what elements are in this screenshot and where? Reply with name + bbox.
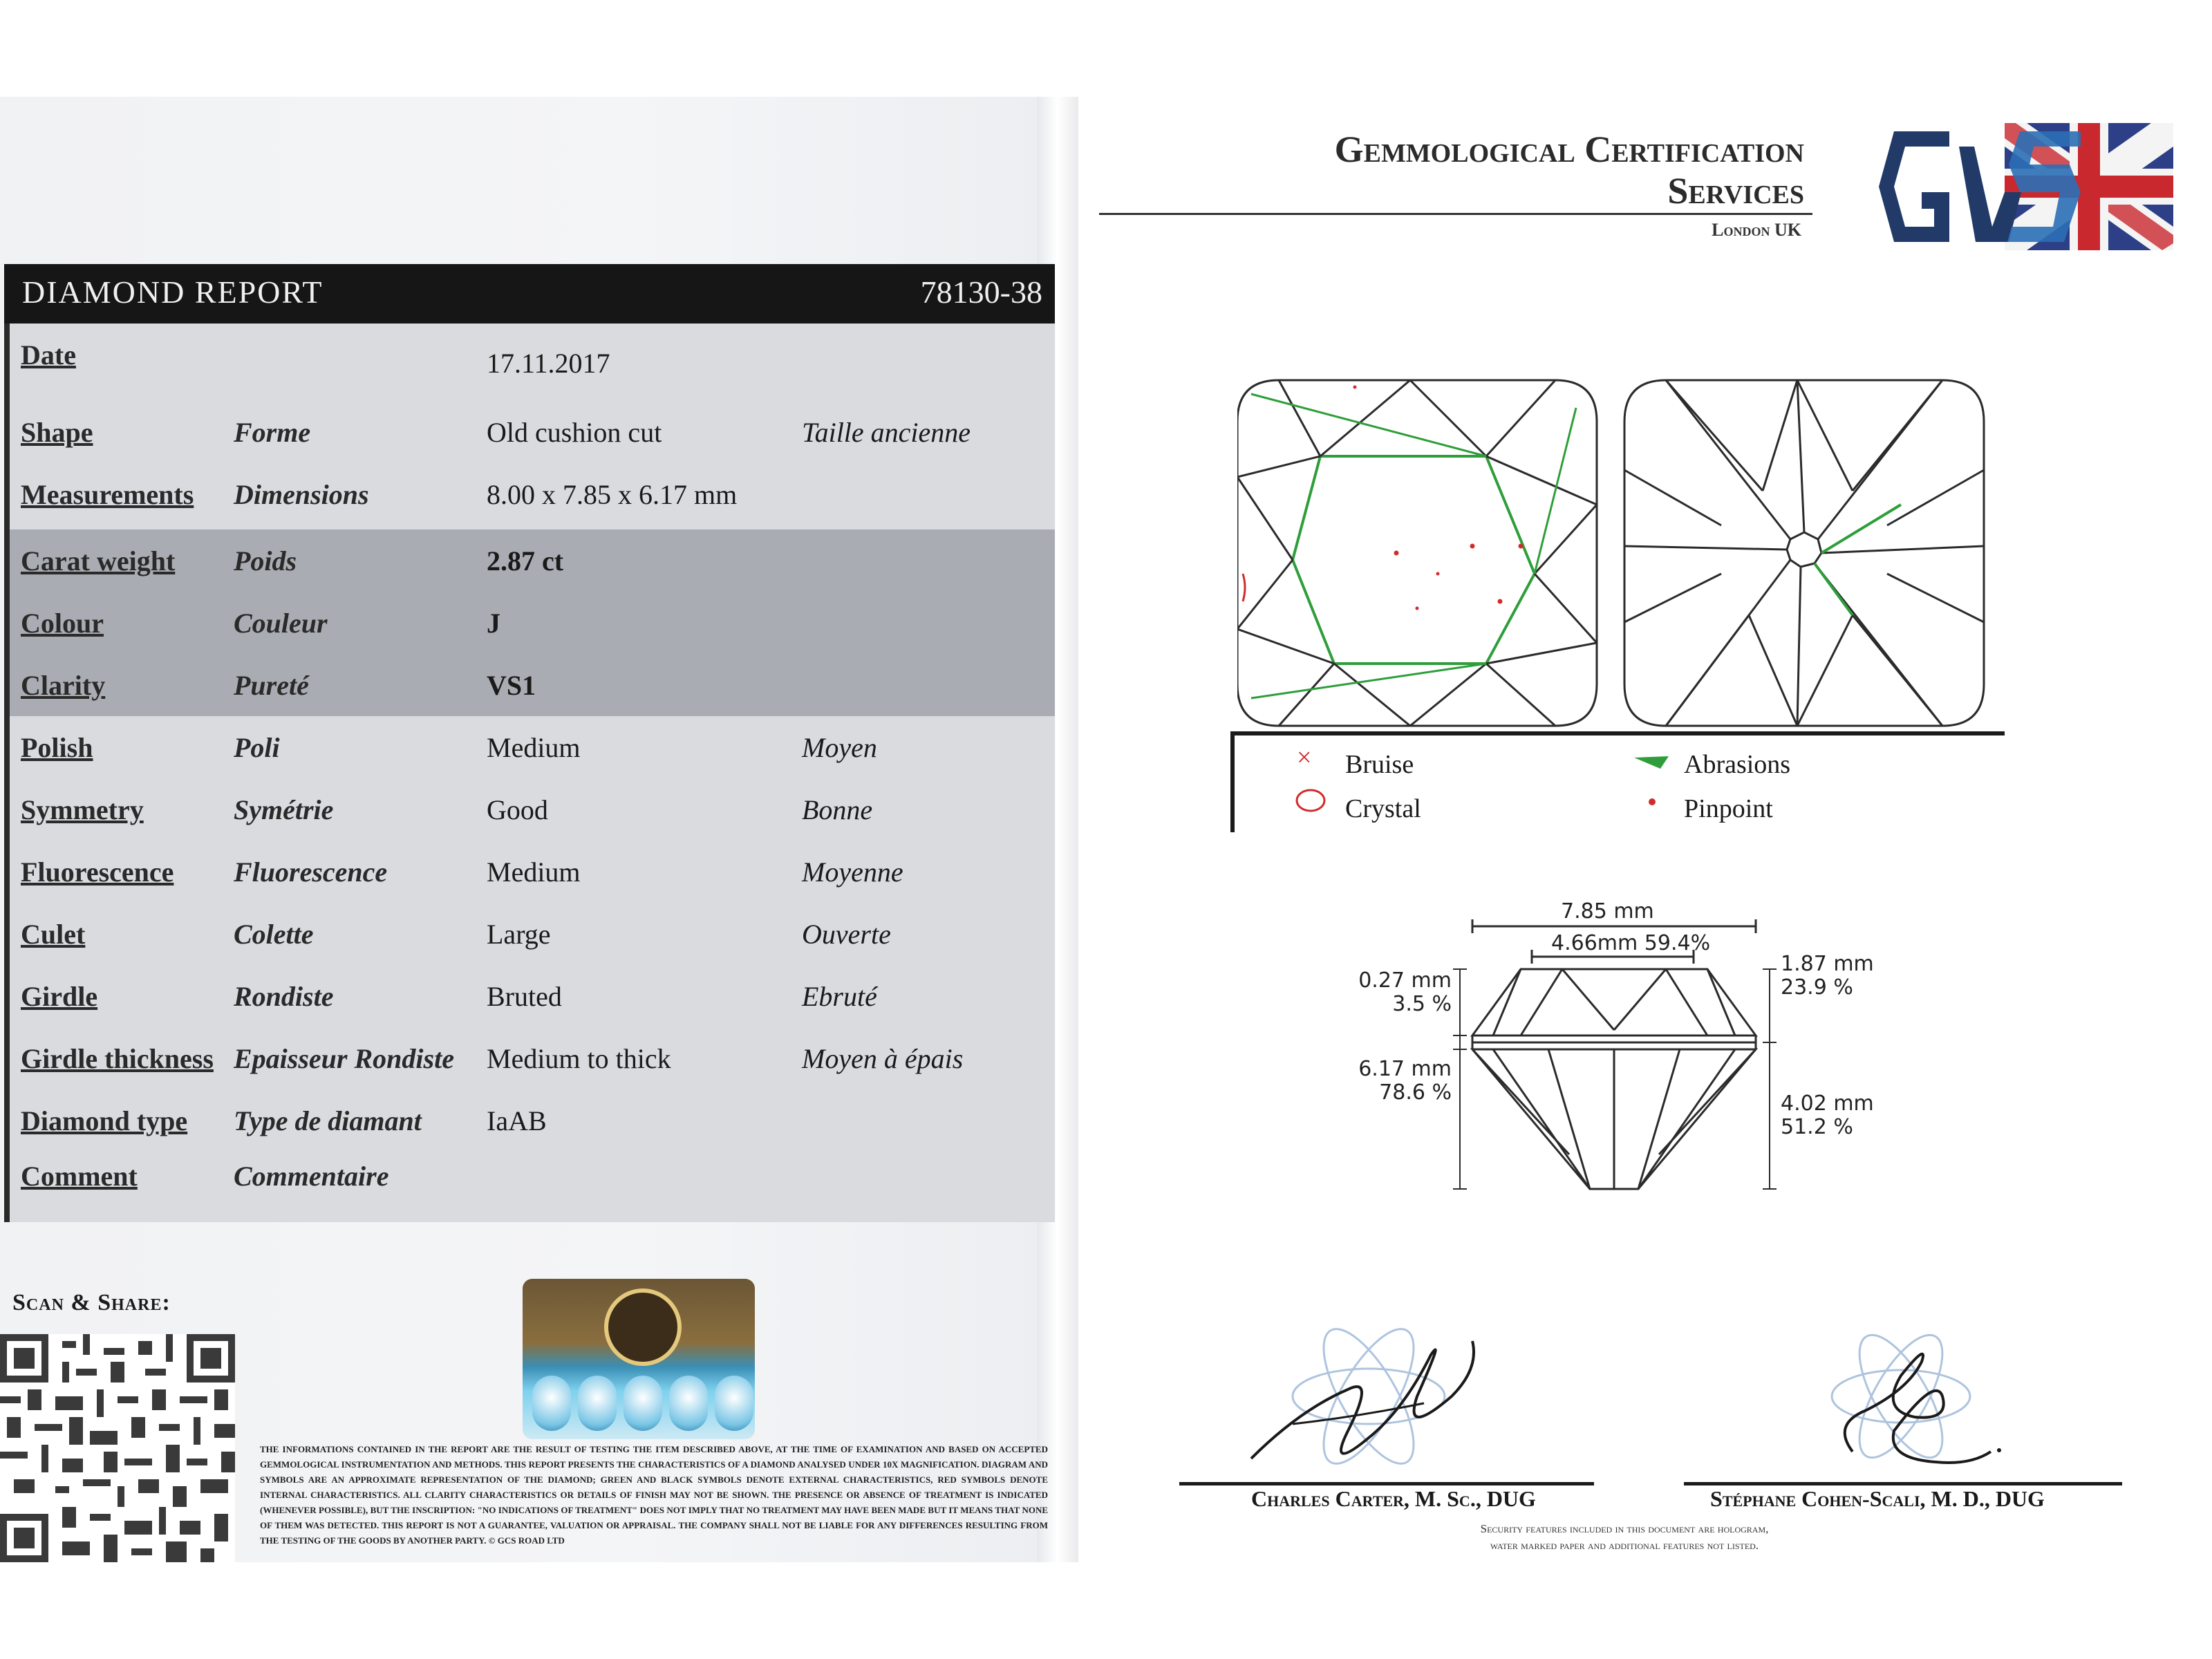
row-label-fr: Symétrie [234, 794, 334, 825]
row-label: Carat weight [21, 545, 176, 577]
row-label-fr: Colette [234, 919, 314, 950]
brand-location: London UK [1712, 220, 1801, 240]
row-value: VS1 [487, 670, 536, 701]
row-label: Clarity [21, 670, 106, 701]
row-label: Comment [21, 1161, 138, 1192]
row-label: Symmetry [21, 794, 144, 825]
disclaimer-text: THE INFORMATIONS CONTAINED IN THE REPORT ARE THE RESULT OF TESTING THE ITEM DESCRIBED ABOVE, AT THE TIME OF EXAMINATION AND BASED ON ACCEPTED GEMMOLOGICAL INSTRUMENTATION AND METHODS. THIS REPORT PRESENTS THE CHARACTERISTICS OF A DIAMOND ANALYSED UNDER 10X MAGNIFICATION. DIAGRAM AND SYMBOLS ARE AN APPROXIMATE REPRESENTATION OF THE DIAMOND; GREEN AND BLACK SYMBOLS DENOTE EXTERNAL CHARACTERISTICS, RED SYMBOLS DENOTE INTERNAL CHARACTERISTICS. ALL CLARITY CHARACTERISTICS OR DETAILS OF FINISH MAY NOT BE SHOWN. THE PRESENCE OR ABSENCE OF TREATMENT IS INDICATED (WHENEVER POSSIBLE), BUT THE INSCRIPTION: "NO INDICATIONS OF TREATMENT" DOES NOT IMPLY THAT NO TREATMENT MAY HAVE BEEN MADE BUT IT MEANS THAT NONE OF THEM WAS DETECTED. THIS REPORT IS NOT A GUARANTEE, VALUATION OR APPRAISAL. THE COMPANY SHALL NOT BE LIABLE FOR ANY DIFFERENCES RESULTING FROM THE TESTING OF THE GOODS BY ANOTHER PARTY. © GCS ROAD LTD [260, 1444, 1048, 1546]
table-row-girdle-thickness [10, 1027, 1055, 1089]
row-label-fr: Forme [234, 417, 311, 448]
row-label: Culet [21, 919, 86, 950]
row-value: Medium [487, 856, 581, 888]
report-table [10, 324, 1055, 1222]
row-value: 2.87 ct [487, 545, 564, 577]
row-value-fr: Moyenne [802, 856, 903, 888]
legend-pinpoint: Pinpoint [1684, 794, 1773, 823]
hologram-bubble [624, 1376, 662, 1431]
pavilion-view-diagram [1624, 380, 1984, 726]
table-row-colour [10, 592, 1055, 654]
row-label: Polish [21, 732, 93, 763]
row-value: Medium to thick [487, 1043, 671, 1074]
security-line-2: water marked paper and additional features not listed. [1490, 1539, 1759, 1552]
profile-depth-mm: 6.17 mm [1358, 1057, 1452, 1081]
row-label-fr: Rondiste [234, 981, 334, 1012]
row-value: 17.11.2017 [487, 348, 610, 379]
row-label-fr: Commentaire [234, 1161, 389, 1192]
bruise-icon: × [1297, 743, 1312, 772]
report-title: DIAMOND REPORT [22, 274, 324, 310]
table-row-polish [10, 716, 1055, 778]
signature-2 [1811, 1313, 2018, 1479]
hologram-seal-icon [604, 1288, 682, 1366]
row-value-fr: Moyen à épais [802, 1043, 964, 1074]
row-label-fr: Type de diamant [234, 1105, 422, 1136]
table-row-date [10, 324, 1055, 386]
legend-abrasions: Abrasions [1684, 750, 1791, 779]
abrasions-icon [1633, 755, 1671, 771]
brand-line-1: Gemmological Certification [1334, 129, 1804, 170]
table-row-diamond-type [10, 1089, 1055, 1152]
hologram-bubble [715, 1376, 753, 1431]
profile-depth-pct: 78.6 % [1379, 1080, 1452, 1105]
legend-box [1230, 731, 2005, 832]
row-value-fr: Ebruté [802, 981, 877, 1012]
table-left-border [4, 324, 10, 1222]
pinpoint-icon [1647, 796, 1658, 807]
scan-share-label: Scan & Share: [12, 1290, 171, 1315]
row-value-fr: Moyen [802, 732, 877, 763]
table-row-girdle [10, 965, 1055, 1027]
row-label: Colour [21, 608, 104, 639]
table-row-measurements [10, 463, 1055, 525]
row-label-fr: Couleur [234, 608, 328, 639]
security-note [1382, 1521, 1866, 1554]
row-value: IaAB [487, 1105, 547, 1136]
table-row-shape [10, 401, 1055, 463]
row-value: Good [487, 794, 548, 825]
table-row-fluorescence [10, 841, 1055, 903]
table-row-carat [10, 529, 1055, 592]
legend-crystal: Crystal [1345, 794, 1421, 823]
row-label: Fluorescence [21, 856, 174, 888]
gcs-logo-icon [1873, 123, 2173, 250]
profile-girdle-mm: 0.27 mm [1358, 968, 1452, 993]
signature-1 [1244, 1313, 1493, 1479]
signer-1-name: Charles Carter, M. Sc., DUG [1251, 1486, 1536, 1511]
table-row-symmetry [10, 778, 1055, 841]
profile-crown-pct: 23.9 % [1781, 975, 1853, 1000]
hologram-bubble [532, 1376, 571, 1431]
row-label-fr: Dimensions [234, 479, 369, 510]
brand-name [1175, 129, 1804, 212]
brand-rule [1099, 213, 1812, 215]
profile-pavilion-pct: 51.2 % [1781, 1115, 1853, 1139]
row-value: Medium [487, 732, 581, 763]
profile-pavilion-mm: 4.02 mm [1781, 1091, 1874, 1116]
profile-table: 4.66mm 59.4% [1551, 931, 1711, 955]
row-value-fr: Bonne [802, 794, 873, 825]
hologram-bubble [669, 1376, 708, 1431]
row-value: 8.00 x 7.85 x 6.17 mm [487, 479, 738, 510]
row-value: Old cushion cut [487, 417, 662, 448]
row-label-fr: Pureté [234, 670, 309, 701]
row-label-fr: Epaisseur Rondiste [234, 1043, 454, 1074]
row-label: Girdle thickness [21, 1043, 214, 1074]
profile-girdle-pct: 3.5 % [1392, 992, 1452, 1016]
table-row-clarity [10, 654, 1055, 716]
brand-line-2: Services [1667, 170, 1804, 212]
signer-2-name: Stéphane Cohen-Scali, M. D., DUG [1710, 1486, 2045, 1511]
row-label: Measurements [21, 479, 194, 510]
crown-view-diagram [1237, 380, 1597, 726]
legend-bruise: Bruise [1345, 750, 1414, 779]
row-label: Shape [21, 417, 93, 448]
row-value: J [487, 608, 500, 639]
report-number: 78130-38 [920, 274, 1042, 310]
hologram-sticker [523, 1279, 755, 1439]
hologram-bubble [578, 1376, 617, 1431]
signature-2-line [1684, 1482, 2122, 1485]
row-label: Date [21, 339, 76, 371]
profile-crown-mm: 1.87 mm [1781, 952, 1874, 976]
profile-width: 7.85 mm [1561, 899, 1654, 924]
row-value-fr: Taille ancienne [802, 417, 971, 448]
qr-code[interactable] [0, 1334, 235, 1562]
table-row-comment [10, 1145, 1055, 1207]
row-value: Bruted [487, 981, 562, 1012]
row-value-fr: Ouverte [802, 919, 891, 950]
signature-1-line [1179, 1482, 1594, 1485]
row-label: Diamond type [21, 1105, 188, 1136]
row-label-fr: Poli [234, 732, 280, 763]
table-row-culet [10, 903, 1055, 965]
clarity-plot-diagrams [1237, 366, 1998, 740]
row-label-fr: Fluorescence [234, 856, 388, 888]
security-line-1: Security features included in this document are hologram, [1480, 1522, 1769, 1535]
crystal-icon [1294, 787, 1329, 814]
report-header [4, 264, 1055, 324]
inclusion-marks [1243, 386, 1523, 610]
row-label-fr: Poids [234, 545, 297, 577]
row-label: Girdle [21, 981, 98, 1012]
row-value: Large [487, 919, 551, 950]
